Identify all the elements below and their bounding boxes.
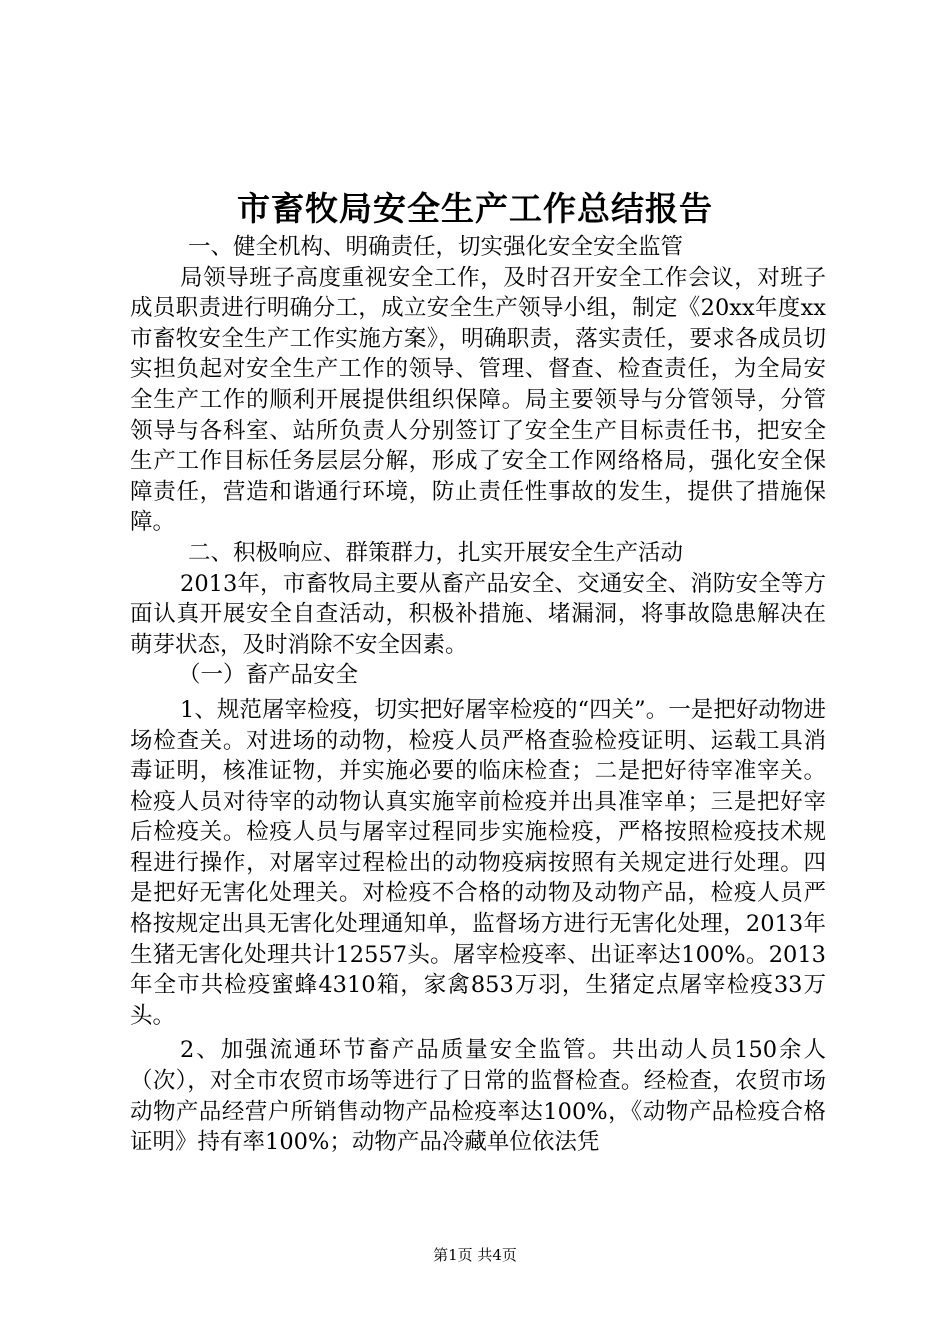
subsection-heading: （一）畜产品安全 <box>178 662 359 689</box>
section-heading-2: 二、积极响应、群策群力，扎实开展安全生产活动 <box>188 539 684 566</box>
document-body <box>130 232 826 1158</box>
section-heading-1: 一、健全机构、明确责任，切实强化安全安全监管 <box>188 234 684 260</box>
body-paragraph: 1、规范屠宰检疫，切实把好屠宰检疫的“四关”。一是把好动物进场检查关。对进场的动物，检疫人员严格查验检疫证明、运载工具消毒证明，核准证物，并实施必要的临床检查；二是把好待宰准宰关。检疫人员对待宰的动物认真实施宰前检疫并出具准宰单；三是把好宰后检疫关。检疫人员与屠宰过程同步实施检疫，严格按照检疫技术规程进行操作，对屠宰过程检出的动物疫病按照有关规定进行处理。四是把好无害化处理关。对检疫不合格的动物及动物产品，检疫人员严格按规定出具无害化处理通知单，监督场方进行无害化处理，2013年生猪无害化处理共计12557头。屠宰检疫率、出证率达100%。2013年全市共检疫蜜蜂4310箱，家禽853万羽，生猪定点屠宰检疫33万头。 <box>130 696 826 1029</box>
body-paragraph: 2013年，市畜牧局主要从畜产品安全、交通安全、消防安全等方面认真开展安全自查活动，积极补措施、堵漏洞，将事故隐患解决在萌芽状态，及时消除不安全因素。 <box>130 570 826 658</box>
body-paragraph: 2、加强流通环节畜产品质量安全监管。共出动人员150余人（次），对全市农贸市场等进行了日常的监督检查。经检查，农贸市场动物产品经营户所销售动物产品检疫率达100%，《动物产品检疫合格证明》持有率100%；动物产品冷藏单位依法凭 <box>130 1037 826 1156</box>
document-title: 市畜牧局安全生产工作总结报告 <box>237 189 713 228</box>
page-number-footer: 第1页 共4页 <box>433 1246 517 1264</box>
body-paragraph: 局领导班子高度重视安全工作，及时召开安全工作会议，对班子成员职责进行明确分工，成立安全生产领导小组，制定《20xx年度xx市畜牧安全生产工作实施方案》，明确职责，落实责任，要求各成员切实担负起对安全生产工作的领导、管理、督查、检查责任，为全局安全生产工作的顺利开展提供组织保障。局主要领导与分管领导，分管领导与各科室、站所负责人分别签订了安全生产目标责任书，把安全生产工作目标任务层层分解，形成了安全工作网络格局，强化安全保障责任，营造和谐通行环境，防止责任性事故的发生，提供了措施保障。 <box>130 264 826 536</box>
